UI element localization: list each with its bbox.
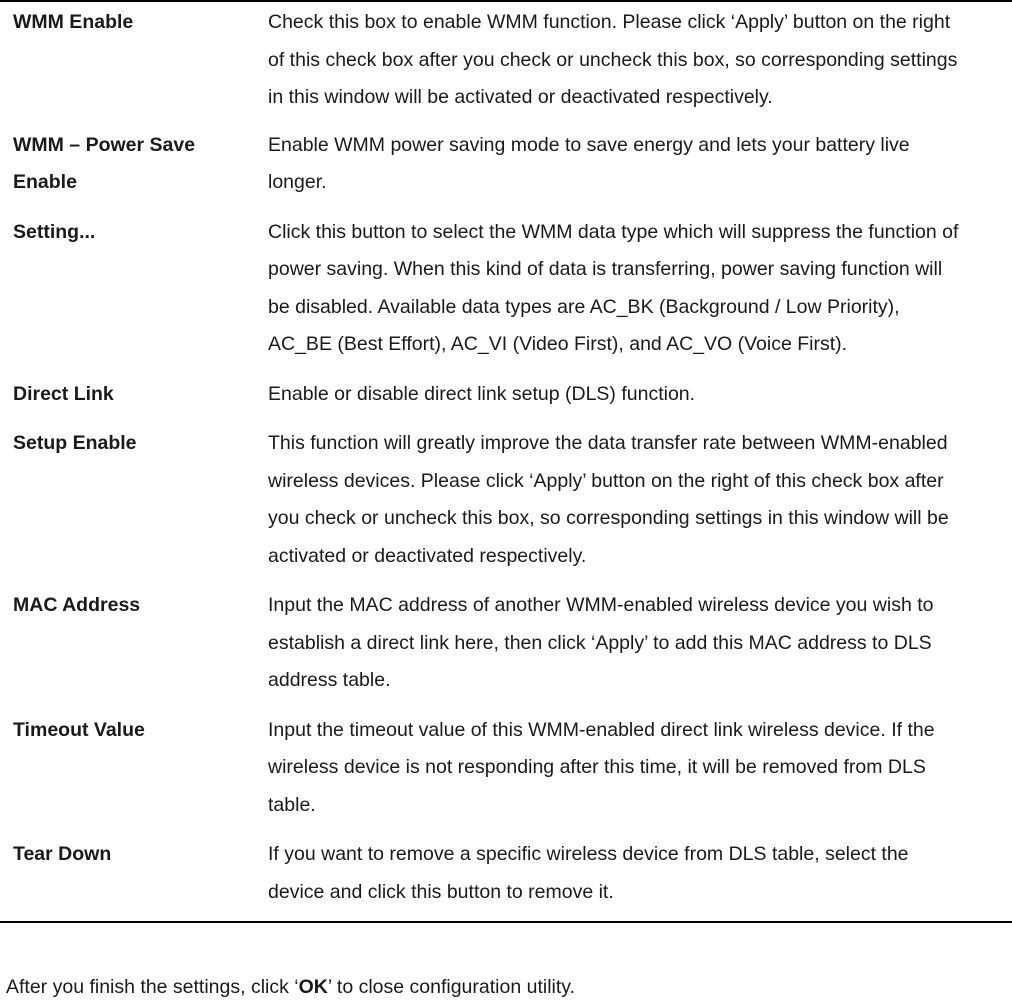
description-setup-enable	[268, 425, 1012, 575]
description-setting	[268, 214, 1012, 364]
term-line: WMM – Power Save	[13, 133, 196, 156]
definition-row-mac-address	[0, 587, 1012, 712]
term-timeout-value: Timeout Value	[13, 718, 145, 741]
definition-row-setting	[0, 214, 1012, 376]
term-setup-enable: Setup Enable	[13, 432, 137, 454]
description-line: longer.	[268, 171, 327, 193]
description-line: Enable or disable direct link setup (DLS) function.	[268, 382, 696, 405]
definition-row-wmm-power-save	[0, 127, 1012, 214]
description-line: of this check box after you check or uncheck this box, so corresponding settings	[268, 48, 958, 71]
term-direct-link: Direct Link	[13, 382, 114, 405]
description-line: establish a direct link here, then click ‘Apply’ to add this MAC address to DLS	[268, 631, 932, 654]
description-direct-link	[268, 376, 1012, 414]
description-line: activated or deactivated respectively.	[268, 544, 587, 567]
ok-keyword: OK	[298, 976, 328, 998]
description-line: be disabled. Available data types are AC_BK (Background / Low Priority),	[268, 295, 900, 318]
definition-row-setup-enable	[0, 425, 1012, 587]
definition-row-direct-link	[0, 376, 1012, 426]
description-line: wireless devices. Please click ‘Apply’ button on the right of this check box after	[268, 469, 944, 492]
description-line: device and click this button to remove it.	[268, 880, 614, 903]
description-line: in this window will be activated or deactivated respectively.	[268, 86, 773, 108]
description-line: you check or uncheck this box, so corresponding settings in this window will be	[268, 507, 949, 529]
closing-text-end: ’ to close configuration utility.	[327, 976, 575, 998]
description-line: This function will greatly improve the data transfer rate between WMM-enabled	[268, 432, 948, 454]
description-wmm-power-save	[268, 127, 1012, 202]
description-line: wireless device is not responding after this time, it will be removed from DLS	[268, 756, 926, 778]
description-mac-address	[268, 587, 1012, 700]
description-wmm-enable	[268, 4, 1012, 117]
description-tear-down	[268, 836, 1012, 911]
description-line: If you want to remove a specific wireless device from DLS table, select the	[268, 843, 909, 865]
definition-row-tear-down	[0, 836, 1012, 921]
description-line: Click this button to select the WMM data type which will suppress the function of	[268, 220, 959, 243]
description-line: power saving. When this kind of data is transferring, power saving function will	[268, 258, 943, 280]
description-timeout-value	[268, 712, 1012, 825]
term-setting: Setting...	[13, 220, 96, 243]
description-line: address table.	[268, 669, 391, 691]
closing-text-start: After you finish the settings, click ‘	[6, 976, 299, 998]
term-tear-down: Tear Down	[13, 843, 112, 865]
description-line: Enable WMM power saving mode to save energy and lets your battery live	[268, 133, 910, 156]
description-line: Input the timeout value of this WMM-enabled direct link wireless device. If the	[268, 718, 935, 741]
description-line: Check this box to enable WMM function. Please click ‘Apply’ button on the right	[268, 11, 951, 33]
term-line: Enable	[13, 171, 77, 193]
description-line: table.	[268, 793, 316, 816]
description-line: AC_BE (Best Effort), AC_VI (Video First), and AC_VO (Voice First).	[268, 333, 848, 355]
closing-instruction	[6, 970, 575, 1004]
definition-row-wmm-enable	[0, 2, 1012, 127]
term-mac-address: MAC Address	[13, 594, 141, 616]
term-wmm-enable: WMM Enable	[13, 11, 134, 33]
definition-row-timeout-value	[0, 712, 1012, 837]
description-line: Input the MAC address of another WMM-enabled wireless device you wish to	[268, 594, 934, 616]
term-wmm-power-save	[13, 127, 268, 202]
